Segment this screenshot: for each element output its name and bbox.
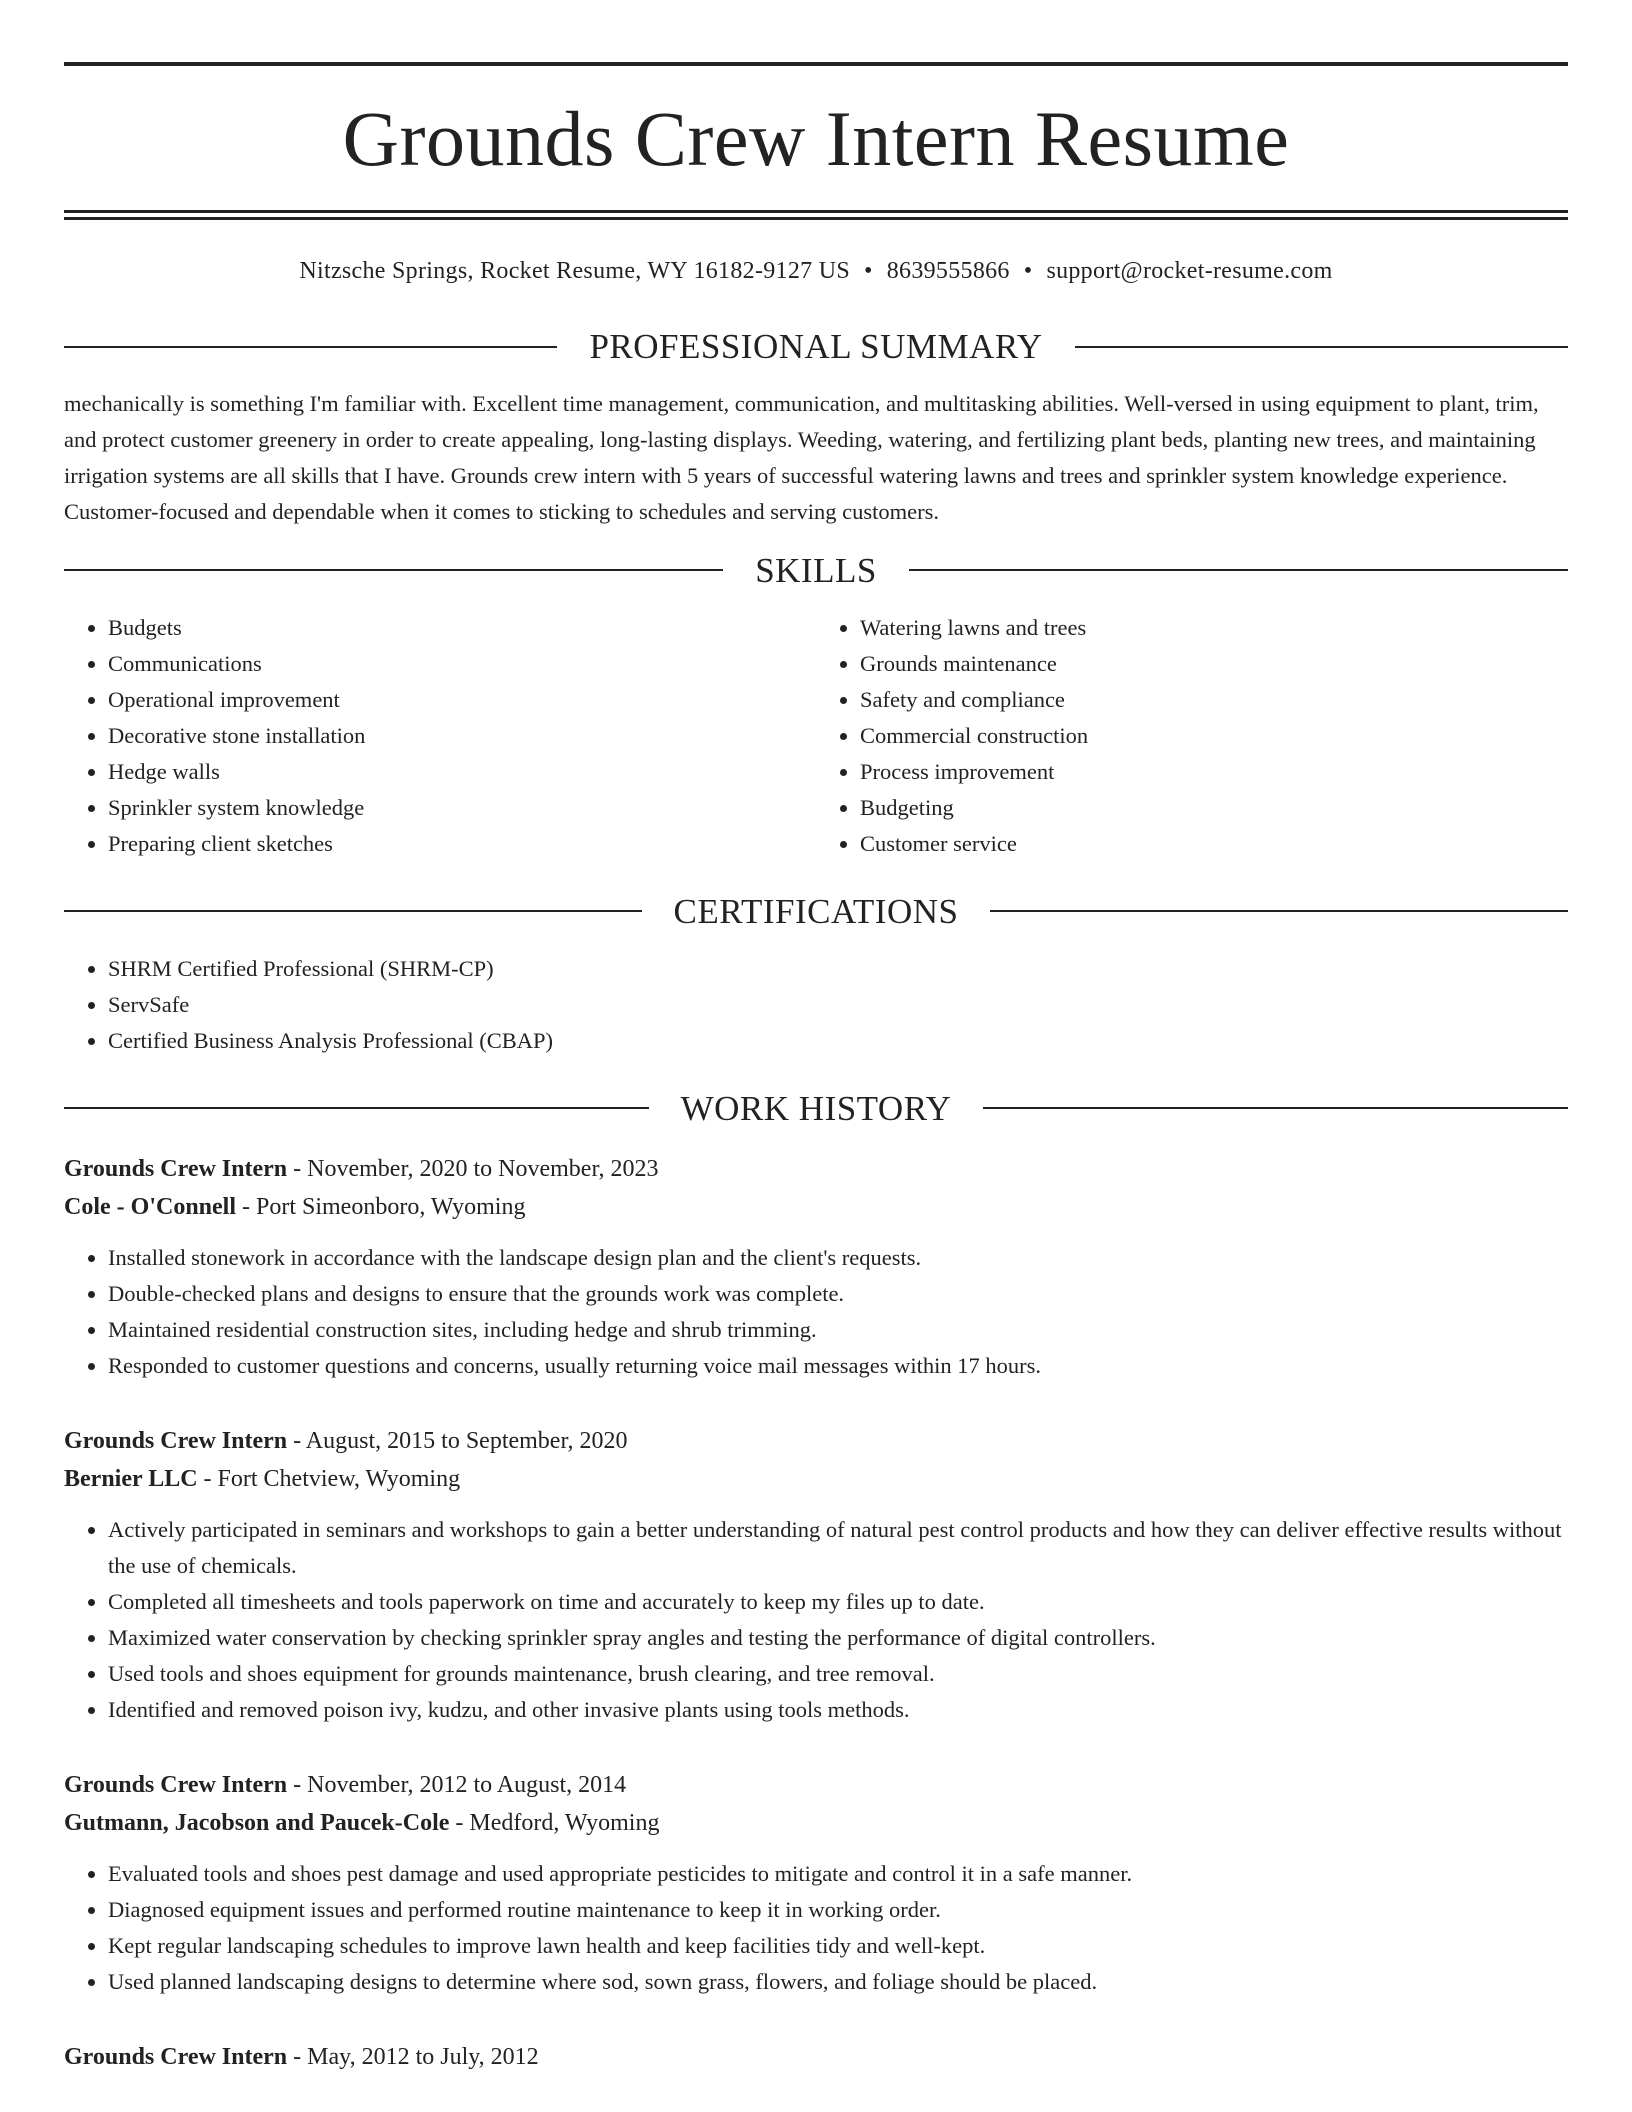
skill-item: • Decorative stone installation xyxy=(108,718,816,754)
contact-line xyxy=(64,258,1568,285)
skills-columns xyxy=(64,610,1568,862)
section-rule xyxy=(983,1107,1568,1109)
job-bullet: • Maintained residential construction sites, including hedge and shrub trimming. xyxy=(108,1312,1568,1348)
skill-item: • Budgets xyxy=(108,610,816,646)
job-location: - Port Simeonboro, Wyoming xyxy=(236,1193,526,1220)
job-company: Gutmann, Jacobson and Paucek-Cole xyxy=(64,1809,450,1836)
title-double-rule xyxy=(64,210,1568,220)
job-title: Grounds Crew Intern xyxy=(64,1771,288,1798)
section-rule xyxy=(64,346,557,348)
job-bullet: • Identified and removed poison ivy, kudzu, and other invasive plants using tools methods. xyxy=(108,1692,1568,1728)
certification-item: • SHRM Certified Professional (SHRM-CP) xyxy=(108,951,1568,987)
job-bullet: • Kept regular landscaping schedules to improve lawn health and keep facilities tidy and well-kept. xyxy=(108,1928,1568,1964)
job-bullet: • Installed stonework in accordance with the landscape design plan and the client's requests. xyxy=(108,1240,1568,1276)
section-title-skills: SKILLS xyxy=(755,550,877,590)
job-dates: - November, 2020 to November, 2023 xyxy=(287,1155,659,1182)
job-bullets xyxy=(64,1512,1568,1728)
skill-item: • Operational improvement xyxy=(108,682,816,718)
work-history xyxy=(64,1150,1568,2076)
job-company-line xyxy=(64,1188,1568,1226)
job-entry xyxy=(64,1766,1568,2000)
job-location: - Medford, Wyoming xyxy=(449,1809,660,1836)
section-rule xyxy=(64,1107,649,1109)
section-header-summary xyxy=(64,329,1568,364)
section-rule xyxy=(64,569,723,571)
job-entry xyxy=(64,2038,1568,2076)
job-bullet: • Responded to customer questions and concerns, usually returning voice mail messages within 17 hours. xyxy=(108,1348,1568,1384)
contact-separator: • xyxy=(864,258,873,284)
skill-item: • Hedge walls xyxy=(108,754,816,790)
resume-page xyxy=(64,0,1568,2076)
page-title: Grounds Crew Intern Resume xyxy=(342,95,1290,182)
job-bullet: • Double-checked plans and designs to ensure that the grounds work was complete. xyxy=(108,1276,1568,1312)
job-bullet: • Used planned landscaping designs to determine where sod, sown grass, flowers, and foliage should be placed. xyxy=(108,1964,1568,2000)
section-rule xyxy=(64,910,642,912)
skills-list-left xyxy=(64,610,816,862)
contact-address: Nitzsche Springs, Rocket Resume, WY 16182-9127 US xyxy=(299,258,851,284)
job-location: - Fort Chetview, Wyoming xyxy=(197,1465,461,1492)
skill-item: • Sprinkler system knowledge xyxy=(108,790,816,826)
job-dates: - November, 2012 to August, 2014 xyxy=(287,1771,627,1798)
job-title-line xyxy=(64,1150,1568,1188)
section-header-skills xyxy=(64,550,1568,590)
section-title-summary: PROFESSIONAL SUMMARY xyxy=(589,327,1043,366)
job-bullet: • Actively participated in seminars and workshops to gain a better understanding of natural pest control products and how they can deliver effective results without the use of chemicals. xyxy=(108,1512,1568,1584)
skill-item: • Safety and compliance xyxy=(860,682,1568,718)
job-bullets xyxy=(64,1856,1568,2000)
job-dates: - May, 2012 to July, 2012 xyxy=(287,2043,539,2070)
certification-item: • ServSafe xyxy=(108,987,1568,1023)
skill-item: • Commercial construction xyxy=(860,718,1568,754)
job-dates: - August, 2015 to September, 2020 xyxy=(287,1427,628,1454)
job-title: Grounds Crew Intern xyxy=(64,2043,288,2070)
certification-item: • Certified Business Analysis Professional (CBAP) xyxy=(108,1023,1568,1059)
job-bullet: • Evaluated tools and shoes pest damage and used appropriate pesticides to mitigate and control it in a safe manner. xyxy=(108,1856,1568,1892)
section-rule xyxy=(990,910,1568,912)
top-rule xyxy=(64,62,1568,66)
job-company: Bernier LLC xyxy=(64,1465,198,1492)
section-title-work: WORK HISTORY xyxy=(680,1088,952,1128)
section-header-certifications xyxy=(64,891,1568,931)
skill-item: • Budgeting xyxy=(860,790,1568,826)
job-entry xyxy=(64,1150,1568,1384)
job-company-line xyxy=(64,1460,1568,1498)
job-entry xyxy=(64,1422,1568,1728)
section-header-work xyxy=(64,1088,1568,1128)
section-rule xyxy=(1075,346,1568,348)
job-title: Grounds Crew Intern xyxy=(64,1427,288,1454)
contact-phone: 8639555866 xyxy=(886,258,1010,284)
skill-item: • Customer service xyxy=(860,826,1568,862)
job-bullet: • Completed all timesheets and tools paperwork on time and accurately to keep my files up to date. xyxy=(108,1584,1568,1620)
job-title: Grounds Crew Intern xyxy=(64,1155,288,1182)
certifications-list xyxy=(64,951,1568,1059)
skill-item: • Preparing client sketches xyxy=(108,826,816,862)
skill-item: • Process improvement xyxy=(860,754,1568,790)
skill-item: • Grounds maintenance xyxy=(860,646,1568,682)
job-bullet: • Maximized water conservation by checking sprinkler spray angles and testing the performance of digital controllers. xyxy=(108,1620,1568,1656)
job-title-line xyxy=(64,2038,1568,2076)
section-title-certifications: CERTIFICATIONS xyxy=(673,891,959,931)
job-title-line xyxy=(64,1422,1568,1460)
job-bullets xyxy=(64,1240,1568,1384)
job-company: Cole - O'Connell xyxy=(64,1193,236,1220)
skill-item: • Communications xyxy=(108,646,816,682)
job-company-line xyxy=(64,1804,1568,1842)
job-bullet: • Diagnosed equipment issues and performed routine maintenance to keep it in working order. xyxy=(108,1892,1568,1928)
job-bullet: • Used tools and shoes equipment for grounds maintenance, brush clearing, and tree removal. xyxy=(108,1656,1568,1692)
contact-email: support@rocket-resume.com xyxy=(1046,258,1333,284)
job-title-line xyxy=(64,1766,1568,1804)
section-rule xyxy=(909,569,1568,571)
skill-item: • Watering lawns and trees xyxy=(860,610,1568,646)
contact-separator: • xyxy=(1023,258,1033,284)
summary-text: mechanically is something I'm familiar with. Excellent time management, communication, and multitasking abilities. Well-versed in using equipment to plant, trim, and protect customer greenery in order to create appealing, long-lasting displays. Weeding, watering, and fertilizing plant beds, planting new trees, and maintaining irrigation systems are all skills that I have. Grounds crew intern with 5 years of successful watering lawns and trees and sprinkler system knowledge experience. Customer-focused and dependable when it comes to sticking to schedules and serving customers. xyxy=(64,391,1539,524)
skills-list-right xyxy=(816,610,1568,862)
